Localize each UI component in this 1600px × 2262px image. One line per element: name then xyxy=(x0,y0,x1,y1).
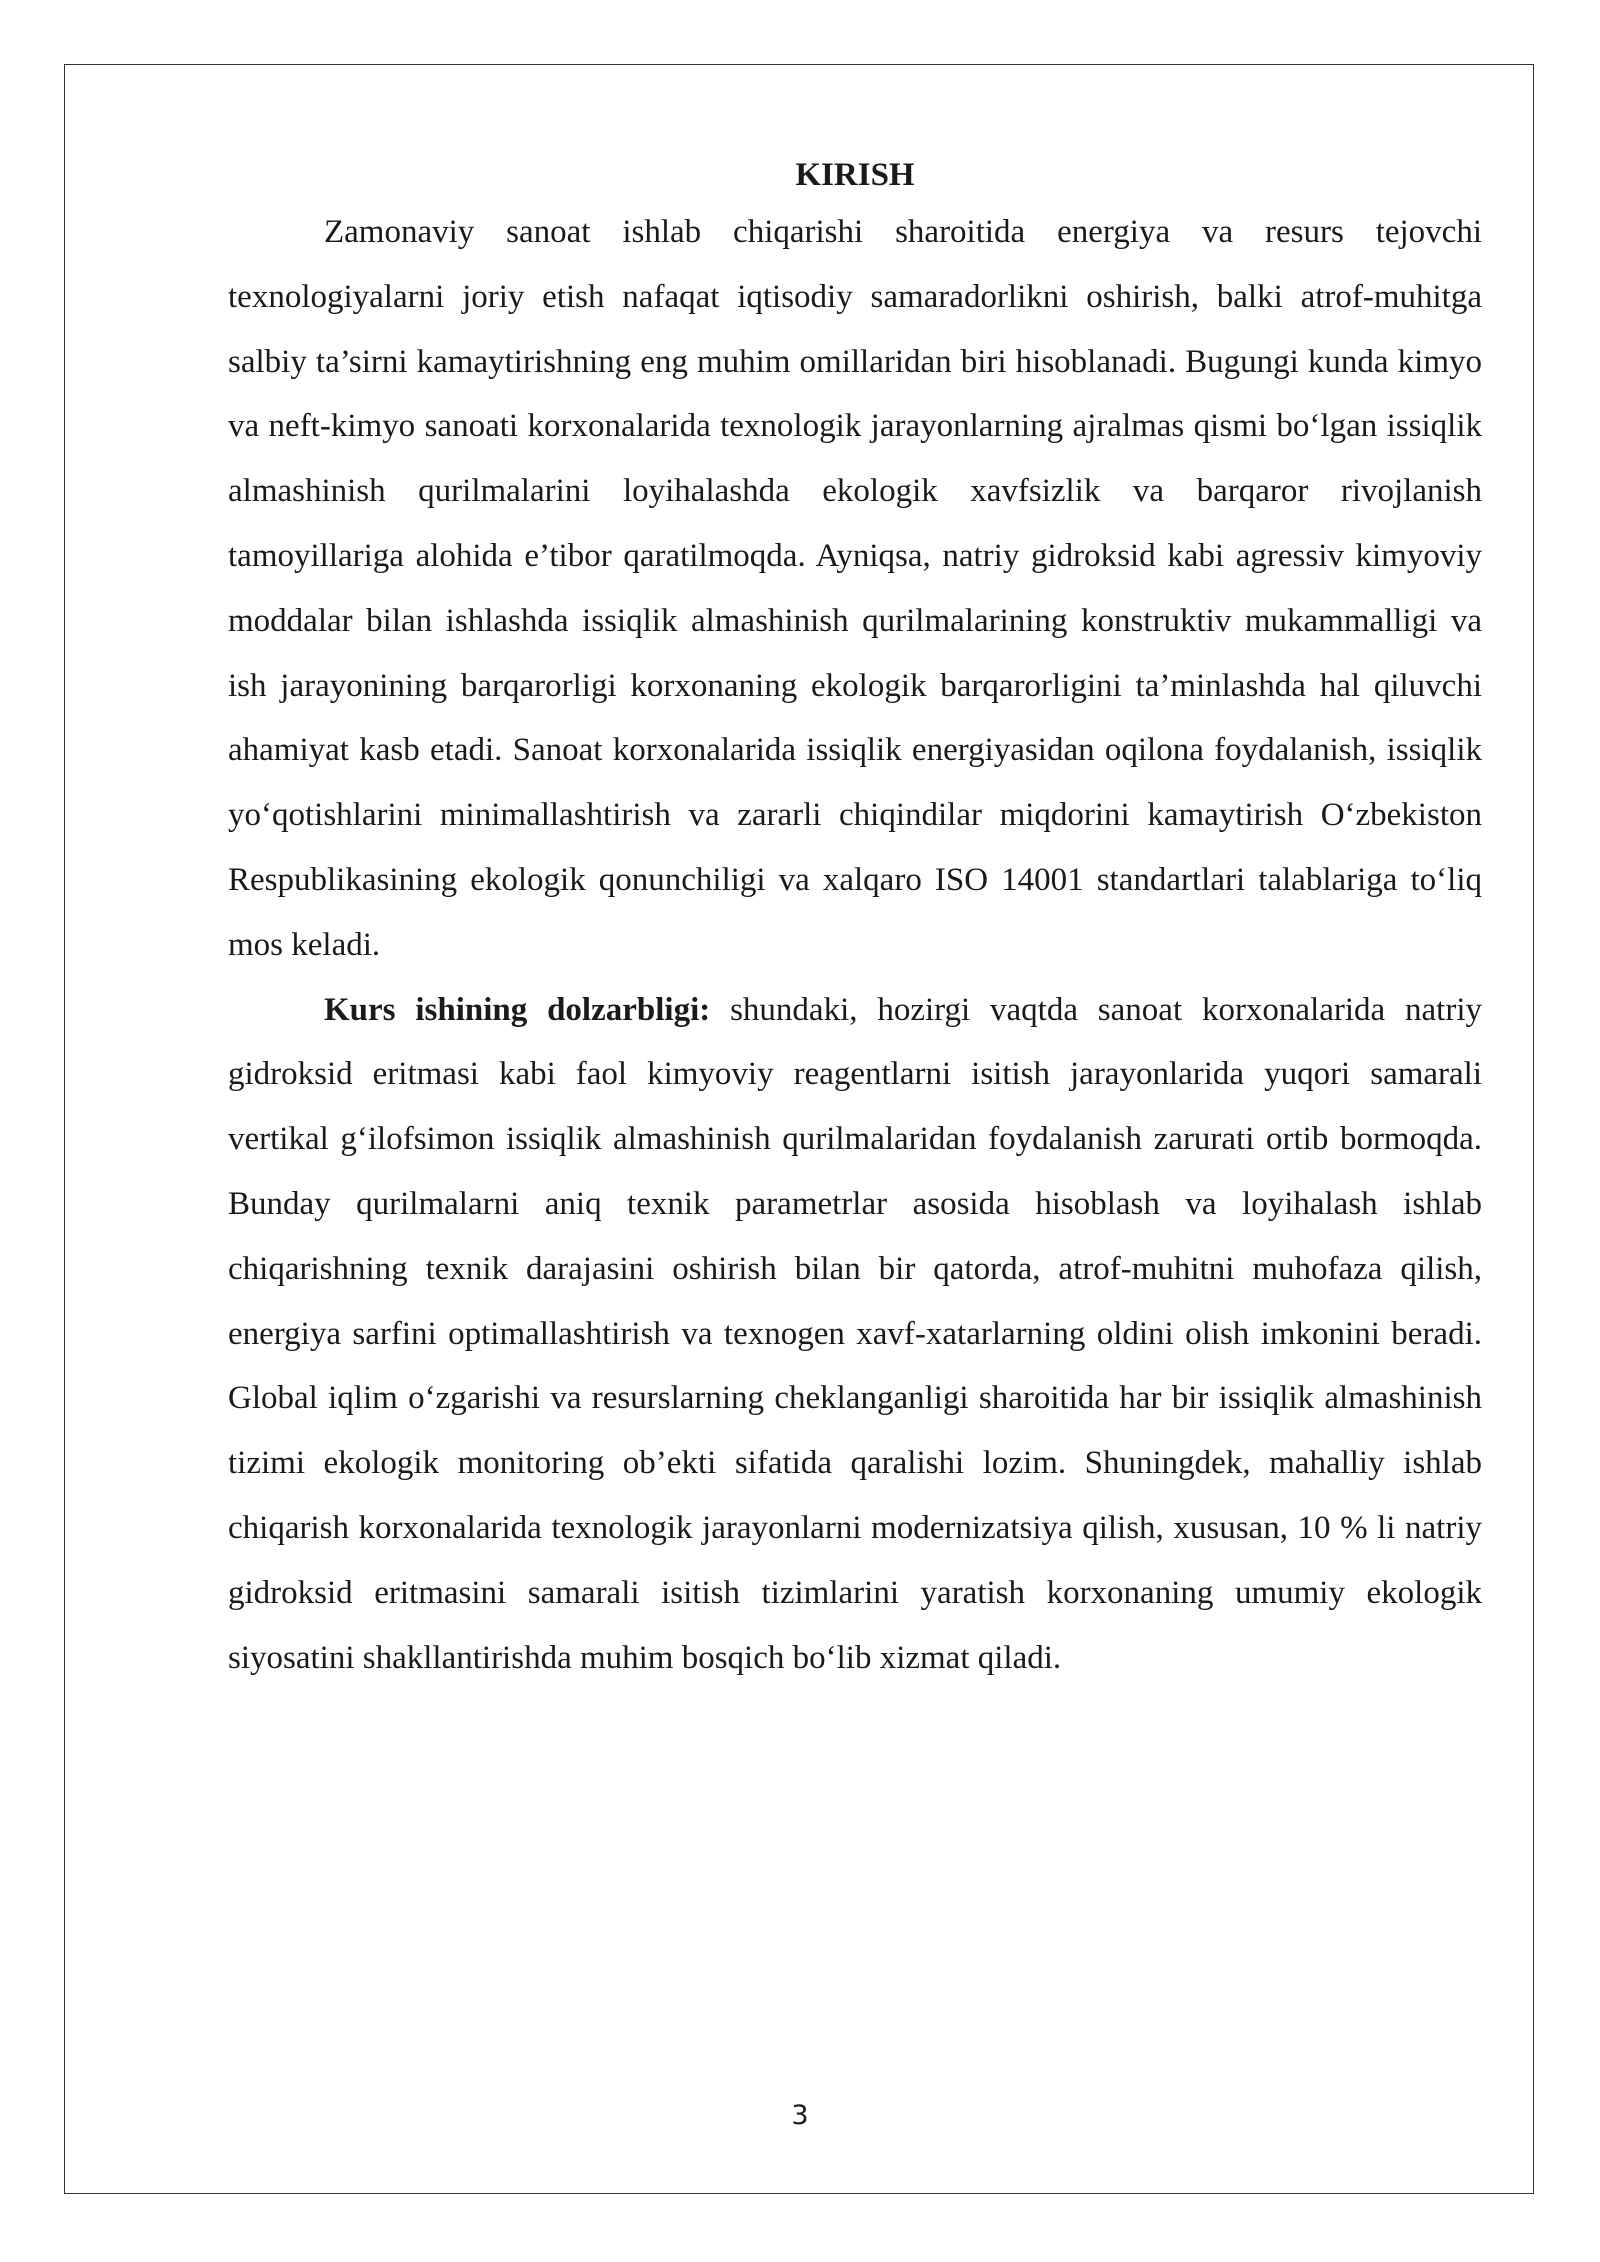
relevance-lead-bold: Kurs ishining dolzarbligi: xyxy=(324,991,711,1028)
page-number: 3 xyxy=(791,2100,809,2131)
paragraph-relevance xyxy=(228,978,1482,1691)
section-heading: KIRISH xyxy=(795,157,915,193)
relevance-body-text: shundaki, hozirgi vaqtda sanoat korxonalarida natriy gidroksid eritmasi kabi faol kimyoviy reagentlarni isitish jarayonlarida yuqori samarali vertikal g‘ilofsimon issiqlik almashinish qurilmalaridan foydalanish zarurati ortib bormoqda. Bunday qurilmalarni aniq texnik parametrlar asosida hisoblash va loyihalash ishlab chiqarishning texnik darajasini oshirish bilan bir qatorda, atrof-muhitni muhofaza qilish, energiya sarfini optimallashtirish va texnogen xavf-xatarlarning oldini olish imkonini beradi. Global iqlim o‘zgarishi va resurslarning cheklanganligi sharoitida har bir issiqlik almashinish tizimi ekologik monitoring ob’ekti sifatida qaralishi lozim. Shuningdek, mahalliy ishlab chiqarish korxonalarida texnologik jarayonlarni modernizatsiya qilish, xususan, 10 % li natriy gidroksid eritmasini samarali isitish tizimlarini yaratish korxonaning umumiy ekologik siyosatini shakllantirishda muhim bosqich bo‘lib xizmat qiladi. xyxy=(228,991,1482,1676)
paragraph-introduction: Zamonaviy sanoat ishlab chiqarishi sharoitida energiya va resurs tejovchi texnologiyalarni joriy etish nafaqat iqtisodiy samaradorlikni oshirish, balki atrof-muhitga salbiy ta’sirni kamaytirishning eng muhim omillaridan biri hisoblanadi. Bugungi kunda kimyo va neft-kimyo sanoati korxonalarida texnologik jarayonlarning ajralmas qismi bo‘lgan issiqlik almashinish qurilmalarini loyihalashda ekologik xavfsizlik va barqaror rivojlanish tamoyillariga alohida e’tibor qaratilmoqda. Ayniqsa, natriy gidroksid kabi agressiv kimyoviy moddalar bilan ishlashda issiqlik almashinish qurilmalarining konstruktiv mukammalligi va ish jarayonining barqarorligi korxonaning ekologik barqarorligini ta’minlashda hal qiluvchi ahamiyat kasb etadi. Sanoat korxonalarida issiqlik energiyasidan oqilona foydalanish, issiqlik yo‘qotishlarini minimallashtirish va zararli chiqindilar miqdorini kamaytirish O‘zbekiston Respublikasining ekologik qonunchiligi va xalqaro ISO 14001 standartlari talablariga to‘liq mos keladi. xyxy=(228,214,1482,963)
page-content xyxy=(228,150,1482,1690)
